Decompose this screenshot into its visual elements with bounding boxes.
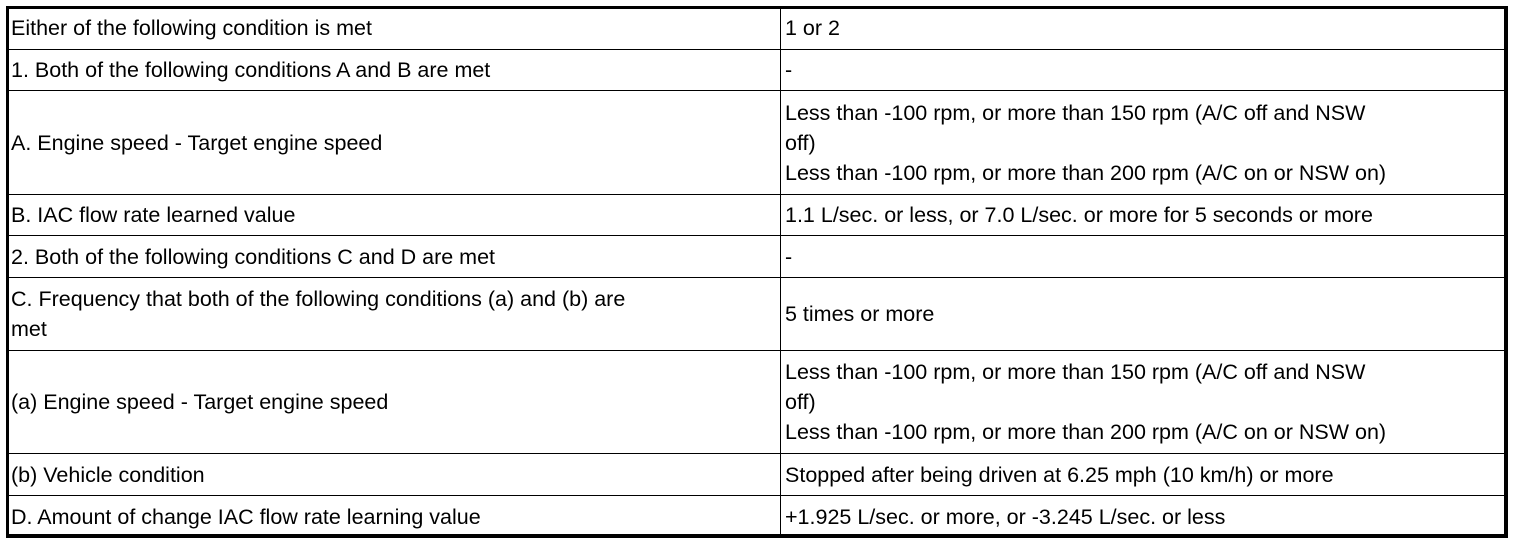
value-line: Less than -100 rpm, or more than 200 rpm (A/C on or NSW on) (785, 420, 1387, 444)
value-cell: 5 times or more (781, 278, 1508, 351)
value-cell: 1 or 2 (781, 7, 1508, 50)
condition-cell: (a) Engine speed - Target engine speed (7, 351, 781, 454)
value-cell: +1.925 L/sec. or more, or -3.245 L/sec. or less (781, 496, 1508, 538)
condition-cell: Either of the following condition is met (7, 7, 781, 50)
condition-cell: (b) Vehicle condition (7, 454, 781, 496)
value-cell: - (781, 50, 1508, 91)
value-line: Less than -100 rpm, or more than 150 rpm (A/C off and NSW (785, 100, 1366, 125)
value-line: Less than -100 rpm, or more than 150 rpm (A/C off and NSW (785, 360, 1366, 384)
condition-cell: 1. Both of the following conditions A and B are met (7, 50, 781, 91)
value-line: Less than -100 rpm, or more than 200 rpm (A/C on or NSW on) (785, 160, 1387, 185)
condition-cell: B. IAC flow rate learned value (7, 195, 781, 236)
value-cell: 1.1 L/sec. or less, or 7.0 L/sec. or more for 5 seconds or more (781, 195, 1508, 236)
condition-cell: A. Engine speed - Target engine speed (7, 91, 781, 195)
value-line: off) (785, 130, 816, 155)
value-cell: Stopped after being driven at 6.25 mph (10 km/h) or more (781, 454, 1508, 496)
condition-line: C. Frequency that both of the following conditions (a) and (b) are (11, 287, 626, 311)
value-line: off) (785, 390, 816, 414)
table-outer-border (6, 6, 1507, 537)
condition-line: met (11, 317, 47, 341)
condition-cell: D. Amount of change IAC flow rate learning value (7, 496, 781, 538)
condition-cell: 2. Both of the following conditions C and D are met (7, 236, 781, 278)
value-cell: - (781, 236, 1508, 278)
